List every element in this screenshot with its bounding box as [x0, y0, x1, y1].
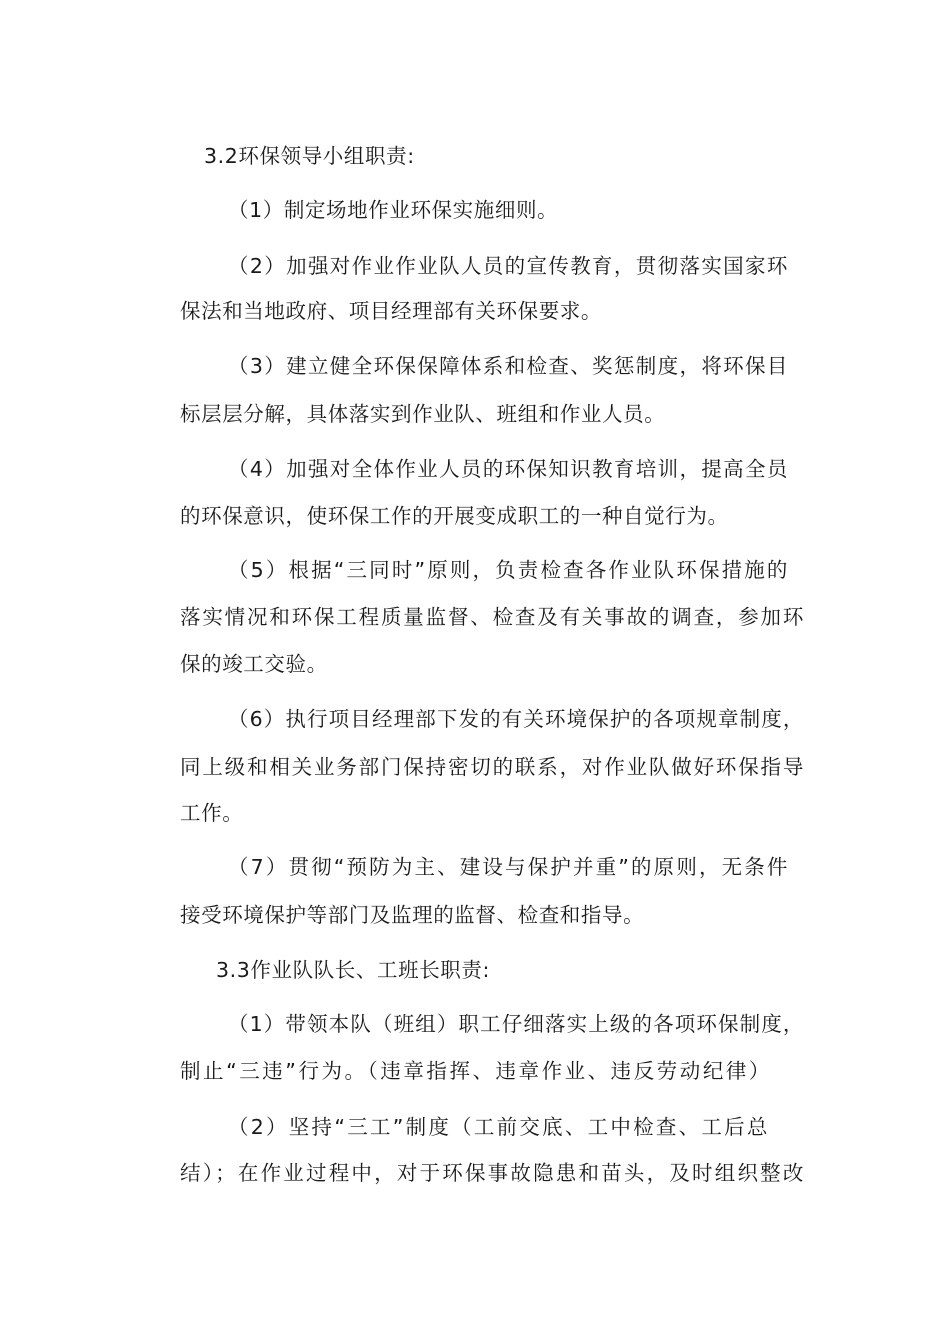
- list-item-3-2-6-line-3: 工作。: [180, 801, 244, 825]
- list-item-3-2-6-line-2: 同上级和相关业务部门保持密切的联系，对作业队做好环保指导: [180, 755, 804, 779]
- list-item-3-2-1-line-1: （1）制定场地作业环保实施细则。: [228, 198, 559, 222]
- list-item-3-3-2-line-1: （2）坚持“三工”制度（工前交底、工中检查、工后总: [228, 1115, 768, 1139]
- list-item-3-2-5-line-1: （5）根据“三同时”原则，负责检查各作业队环保措施的: [228, 558, 788, 582]
- section-heading-3-2: 3.2环保领导小组职责:: [204, 144, 415, 168]
- list-item-3-2-6-line-1: （6）执行项目经理部下发的有关环境保护的各项规章制度，: [228, 707, 804, 731]
- list-item-3-2-4-line-2: 的环保意识，使环保工作的开展变成职工的一种自觉行为。: [180, 504, 729, 528]
- list-item-3-2-7-line-1: （7）贯彻“预防为主、建设与保护并重”的原则，无条件: [228, 855, 788, 879]
- list-item-3-2-5-line-2: 落实情况和环保工程质量监督、检查及有关事故的调查，参加环: [180, 605, 804, 629]
- list-item-3-3-1-line-1: （1）带领本队（班组）职工仔细落实上级的各项环保制度，: [228, 1012, 804, 1036]
- list-item-3-2-3-line-2: 标层层分解，具体落实到作业队、班组和作业人员。: [180, 402, 666, 426]
- list-item-3-2-5-line-3: 保的竣工交验。: [180, 652, 328, 676]
- list-item-3-2-2-line-1: （2）加强对作业作业队人员的宣传教育，贯彻落实国家环: [228, 254, 788, 278]
- list-item-3-2-7-line-2: 接受环境保护等部门及监理的监督、检查和指导。: [180, 903, 645, 927]
- list-item-3-3-2-line-2: 结）；在作业过程中，对于环保事故隐患和苗头，及时组织整改: [180, 1161, 804, 1185]
- list-item-3-2-3-line-1: （3）建立健全环保保障体系和检查、奖惩制度，将环保目: [228, 354, 788, 378]
- section-heading-3-3: 3.3作业队队长、工班长职责:: [216, 958, 491, 982]
- list-item-3-2-2-line-2: 保法和当地政府、项目经理部有关环保要求。: [180, 299, 602, 323]
- list-item-3-3-1-line-2: 制止“三违”行为。（违章指挥、违章作业、违反劳动纪律）: [180, 1059, 770, 1083]
- list-item-3-2-4-line-1: （4）加强对全体作业人员的环保知识教育培训，提高全员: [228, 457, 788, 481]
